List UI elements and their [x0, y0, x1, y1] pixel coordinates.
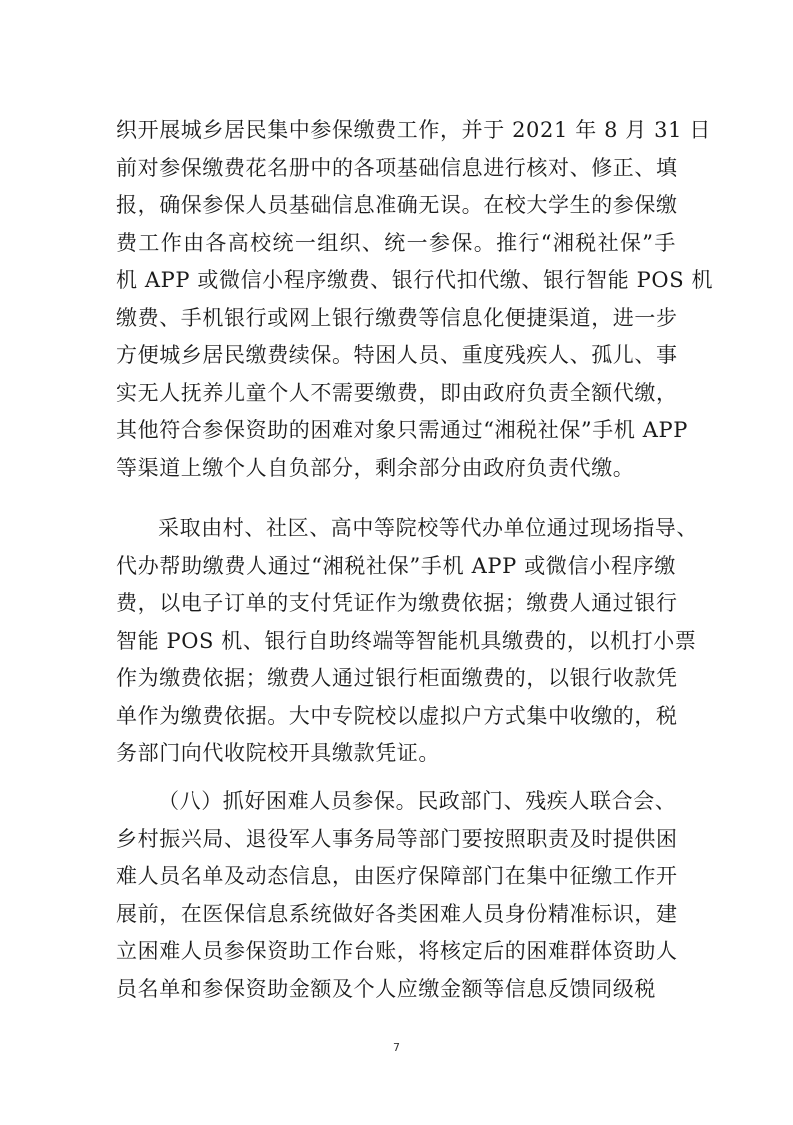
text-line: 作为缴费依据；缴费人通过银行柜面缴费的，以银行收款凭: [116, 666, 678, 690]
text-line: 前对参保缴费花名册中的各项基础信息进行核对、修正、填: [116, 155, 678, 180]
text-line: 展前，在医保信息系统做好各类困难人员身份精准标识，建: [116, 901, 678, 926]
text-line: 乡村振兴局、退役军人事务局等部门要按照职责及时提供困: [116, 826, 678, 851]
text-line: 等渠道上缴个人自负部分，剩余部分由政府负责代缴。: [116, 455, 635, 480]
text-line: 报，确保参保人员基础信息准确无误。在校大学生的参保缴: [116, 193, 678, 217]
text-line: 务部门向代收院校开具缴款凭证。: [116, 741, 440, 765]
paragraph-3: [116, 783, 676, 1008]
text-line: 代办帮助缴费人通过“湘税社保”手机 APP 或微信小程序缴: [116, 553, 676, 578]
paragraph-2: [116, 510, 698, 773]
page-number: 7: [393, 1041, 400, 1054]
text-line: 单作为缴费依据。大中专院校以虚拟户方式集中收缴的，税: [116, 703, 678, 728]
text-line: 织开展城乡居民集中参保缴费工作，并于 2021 年 8 月 31 日: [116, 118, 711, 142]
text-line: 机 APP 或微信小程序缴费、银行代扣代缴、银行智能 POS 机: [116, 268, 714, 292]
text-line: 其他符合参保资助的困难对象只需通过“湘税社保”手机 APP: [116, 418, 688, 442]
text-line: 员名单和参保资助金额及个人应缴金额等信息反馈同级税: [116, 976, 656, 1001]
text-line: 费工作由各高校统一组织、统一参保。推行“湘税社保”手: [116, 230, 676, 255]
paragraph-1: [116, 112, 714, 487]
text-line: 实无人抚养儿童个人不需要缴费，即由政府负责全额代缴，: [116, 380, 678, 405]
text-line: 立困难人员参保资助工作台账，将核定后的困难群体资助人: [116, 939, 678, 963]
text-line: （八）抓好困难人员参保。民政部门、残疾人联合会、: [158, 789, 677, 813]
text-line: 方便城乡居民缴费续保。特困人员、重度残疾人、孤儿、事: [116, 343, 678, 367]
text-line: 费，以电子订单的支付凭证作为缴费依据；缴费人通过银行: [116, 591, 678, 615]
text-line: 采取由村、社区、高中等院校等代办单位通过现场指导、: [158, 516, 698, 540]
text-line: 缴费、手机银行或网上银行缴费等信息化便捷渠道，进一步: [116, 305, 678, 330]
text-line: 智能 POS 机、银行自助终端等智能机具缴费的，以机打小票: [116, 628, 697, 653]
text-line: 难人员名单及动态信息，由医疗保障部门在集中征缴工作开: [116, 864, 678, 888]
